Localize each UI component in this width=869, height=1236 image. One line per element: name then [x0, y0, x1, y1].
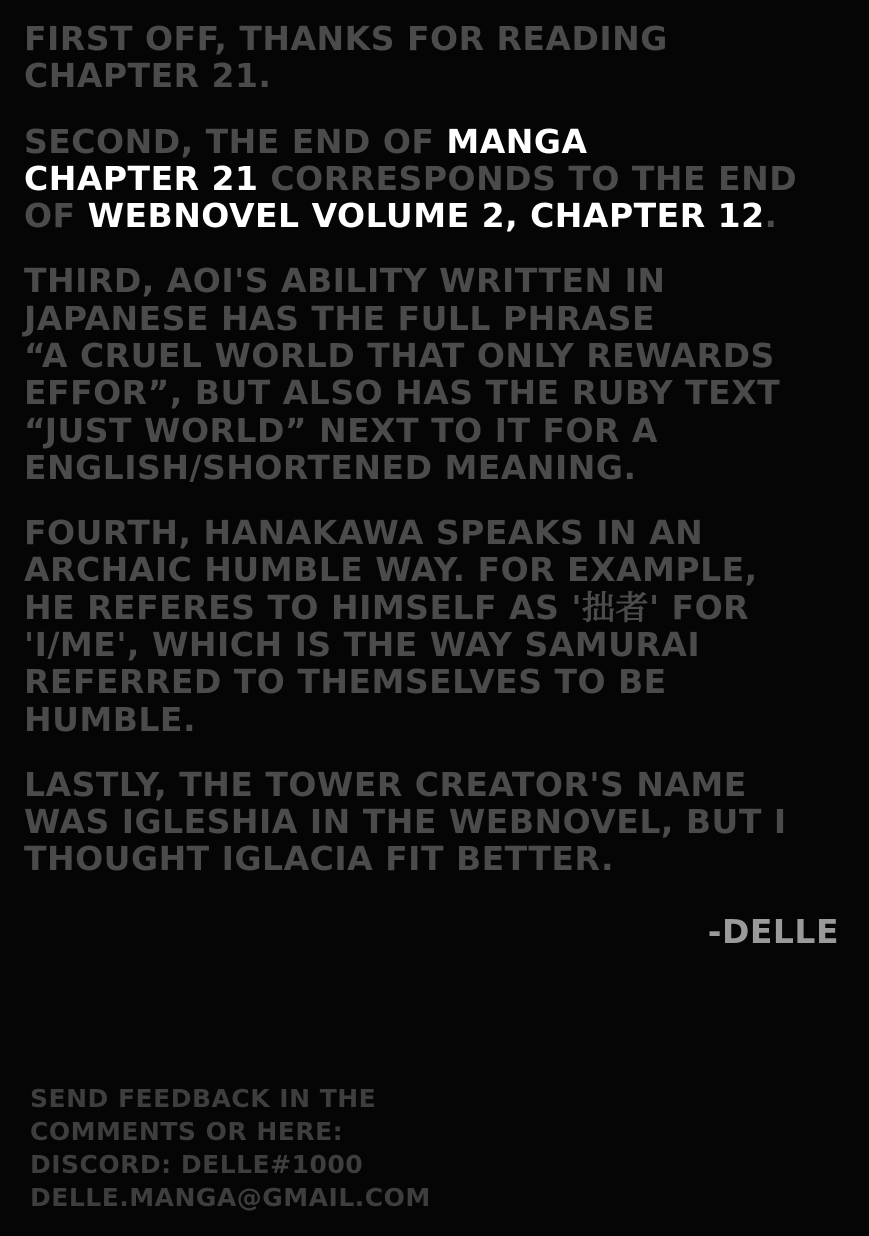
note-second: [24, 123, 845, 235]
note-fourth-line1: FOURTH, HANAKAWA SPEAKS IN AN: [24, 513, 704, 553]
footer-email: DELLE.MANGA@GMAIL.COM: [30, 1183, 431, 1212]
note-third: [24, 262, 845, 486]
note-first-line2: CHAPTER 21.: [24, 56, 272, 96]
note-fourth: [24, 514, 845, 738]
contact-footer: [30, 1082, 431, 1214]
note-fourth-line6: HUMBLE.: [24, 699, 197, 739]
note-fourth-line4: 'I/ME', WHICH IS THE WAY SAMURAI: [24, 624, 701, 664]
note-second-highlight-webnovel: WEBNOVEL VOLUME 2, CHAPTER 12: [87, 196, 765, 236]
note-lastly: [24, 766, 845, 878]
footer-line2: COMMENTS OR HERE:: [30, 1117, 344, 1146]
note-lastly-line2: WAS IGLESHIA IN THE WEBNOVEL, BUT I: [24, 802, 787, 842]
note-second-highlight-chapter: CHAPTER 21: [24, 158, 259, 198]
note-third-line4: EFFOR”, BUT ALSO HAS THE RUBY TEXT: [24, 373, 781, 413]
signature: -DELLE: [707, 911, 839, 951]
note-third-line1: THIRD, AOI'S ABILITY WRITTEN IN: [24, 261, 666, 301]
note-third-line2: JAPANESE HAS THE FULL PHRASE: [24, 298, 655, 338]
note-first: [24, 20, 845, 95]
note-lastly-line3: THOUGHT IGLACIA FIT BETTER.: [24, 839, 615, 879]
note-fourth-line2: ARCHAIC HUMBLE WAY. FOR EXAMPLE,: [24, 550, 758, 590]
footer-line1: SEND FEEDBACK IN THE: [30, 1084, 377, 1113]
note-first-line1: FIRST OFF, THANKS FOR READING: [24, 19, 668, 58]
note-fourth-line3: HE REFERES TO HIMSELF AS '拙者' FOR: [24, 587, 750, 627]
note-third-line6: ENGLISH/SHORTENED MEANING.: [24, 447, 637, 487]
note-third-line3: “A CRUEL WORLD THAT ONLY REWARDS: [24, 335, 775, 375]
note-second-part4: .: [764, 196, 778, 236]
footer-discord: DISCORD: DELLE#1000: [30, 1150, 364, 1179]
note-second-part3: OF: [24, 196, 88, 236]
note-lastly-line1: LASTLY, THE TOWER CREATOR'S NAME: [24, 764, 747, 804]
note-second-part1: SECOND, THE END OF: [24, 121, 447, 161]
note-second-highlight-manga: MANGA: [446, 121, 588, 161]
note-third-line5: “JUST WORLD” NEXT TO IT FOR A: [24, 410, 658, 450]
note-second-part2: CORRESPONDS TO THE END: [258, 158, 798, 198]
note-fourth-line5: REFERRED TO THEMSELVES TO BE: [24, 662, 667, 702]
